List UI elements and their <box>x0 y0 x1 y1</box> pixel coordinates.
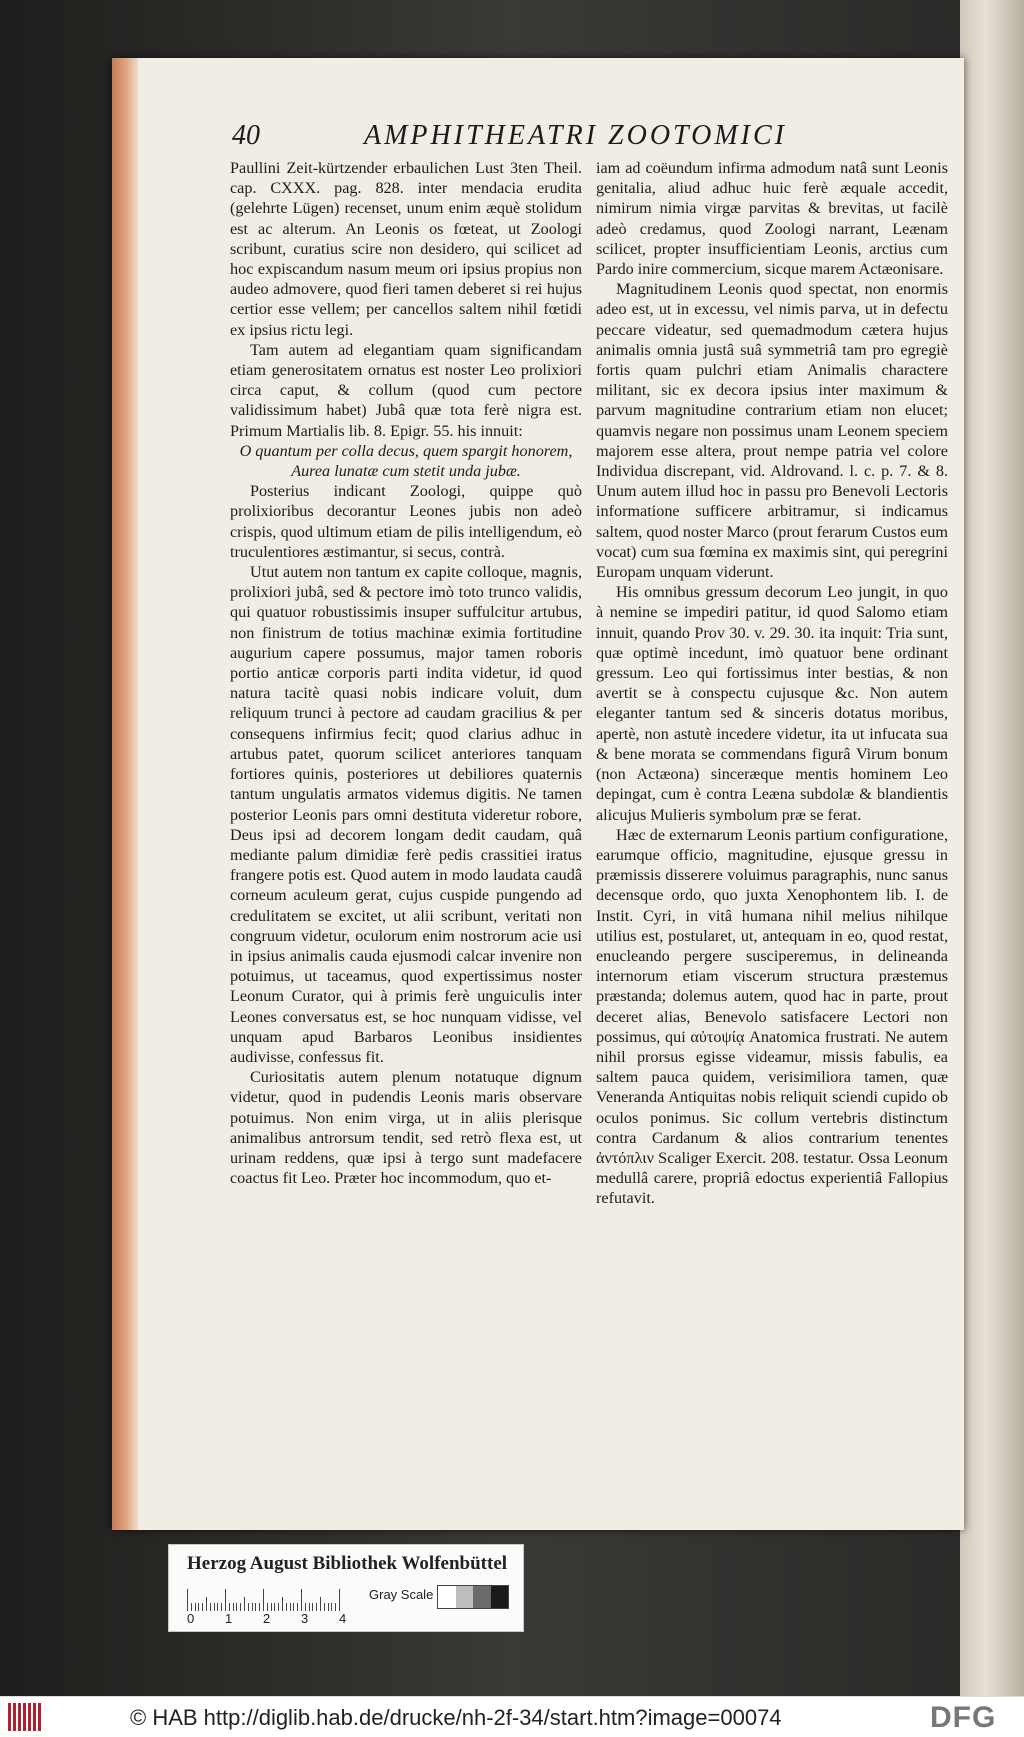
book-page <box>112 58 964 1530</box>
ruler-number: 4 <box>339 1611 347 1626</box>
dfg-logo: DFG <box>930 1701 997 1734</box>
ruler-tick <box>225 1589 226 1611</box>
paragraph: Posterius indicant Zoologi, quippe quò prolixioribus decorantur Leones jubis non adeò crispis, quod ultimum etiam de pilis intelligendum, eò truculentiores æstimantur, si secus, contrà. <box>230 482 582 561</box>
ruler-tick <box>198 1603 199 1611</box>
ruler-tick <box>286 1603 287 1611</box>
paragraph: Hæc de externarum Leonis partium configuratione, earumque officio, magnitudine, ejusque gressu in præmissis disserere voluimus paragraphis, nunc sanus decensque ordo, quo juxta Xenophontem lib. I. de Instit. Cyri, in vitâ humana nihil melius nihilque utilius est, postularet, ut, antequam in eo, quod restat, enucleando pergere susciperemus, in delineanda internorum etiam viscerum structura præstemus præstanda; dolemus autem, quod hac in parte, prout deceret alias, Benevolo satisfacere Lectori non possimus, qui αὐτοψίᾳ Anatomica frustrati. Ne autem nihil prorsus egisse videamur, missis fabulis, ea saltem pauca quidem, verisimiliora tamen, quæ Veneranda Antiquitas nobis reliquit sciendi cupido ob oculos ponimus. Sic collum vertebris distinctum contra Cardanum & alios contrarium tenentes ἀντόπλιν Scaliger Exercit. 208. testatur. Ossa Leonum medullâ carere, propriâ edoctus experientiâ Fallopius refutavit. <box>596 825 948 1208</box>
running-title: AMPHITHEATRI ZOOTOMICI <box>364 120 787 151</box>
ruler-tick <box>278 1603 279 1611</box>
ruler-tick <box>267 1603 268 1611</box>
paragraph: Magnitudinem Leonis quod spectat, non enormis adeo est, ut in excessu, vel nimis parva, ut in defectu peccare videatur, sed quemadmodum cætera hujus animalis omnia justâ suâ symmetriâ tam pro egregiè fortis quam pulchri etiam Animalis charactere militant, sic ex decora ipsius inter maximum & parvum magnitudine contrarium etiam non elucet; quamvis negare non possimus unam Leonem speciem majorem esse altera, prout nempe patria vel colore Individua discrepant, vid. Aldrovand. l. c. p. 7. & 8. Unum autem illud hoc in passu pro Benevoli Lectoris informatione sufficere arbitramur, si indicamus saltem, quod noster Marco (prout ferarum Custos eum vocat) cum sua fœmina ex maximis sint, qui peregrini Europam unquam viderunt. <box>596 280 948 582</box>
ruler-tick <box>335 1603 336 1611</box>
page-number: 40 <box>232 120 260 151</box>
library-name: Herzog August Bibliothek Wolfenbüttel <box>187 1553 508 1574</box>
ruler-tick <box>236 1603 237 1611</box>
ruler-tick <box>271 1603 272 1611</box>
ruler-tick <box>263 1589 264 1611</box>
paragraph: Utut autem non tantum ex capite colloque, magnis, prolixiori jubâ, sed & pectore imò toto trunco validis, qui quatuor robustissimis insuper suffulcitur artubus, non finistrum de totius machinæ eximia fortitudine augurium capere possumus, major tamen roboris portio anticæ corporis parti indita videtur, id quod natura tacitè quasi nobis indicare voluit, dum reliquum trunci à pectore ad caudam gracilius & per consequens infirmius fecit; quod clarius adhuc in artubus patet, quorum scilicet anteriores tanquam fortiores quinis, posteriores ut debiliores quaternis tantum ungulatis armatos videmus digitis. Ne tamen posterior Leonis pars omni destituta videretur robore, Deus ipsi ad decorem longam dedit caudam, quâ mediante palum dimidiæ ferè pedis crassitiei iratus frangere potis est. Quod autem in modo laudata caudâ corneum aculeum gerat, cujus cuspide pungendo ad credulitatem se excitet, ut alii scribunt, veritati non congruum videtur, oculorum enim nostrorum acie usi in ipsius animalis cauda ejusmodi calcar invenire non potuimus, ut taceamus, quod expertissimus noster Leonum Curator, qui à primis ferè unguiculis inter Leones conversatus est, se hoc nunquam vidisse, vel unquam apud Barbaros Leonibus insidientes audivisse, confessus fit. <box>230 563 582 1066</box>
ruler-tick <box>293 1603 294 1611</box>
page-edge-binding <box>112 58 138 1530</box>
ruler-tick <box>331 1603 332 1611</box>
ruler-number: 2 <box>263 1611 271 1626</box>
footer-bar <box>0 1696 1024 1737</box>
ruler-tick <box>248 1603 249 1611</box>
ruler-tick <box>274 1603 275 1611</box>
ruler-tick <box>187 1589 188 1611</box>
ruler-tick <box>309 1603 310 1611</box>
ruler-tick <box>312 1603 313 1611</box>
facing-page-edge <box>960 0 1024 1696</box>
source-url-link[interactable]: © HAB http://diglib.hab.de/drucke/nh-2f-34/start.htm?image=00074 <box>130 1705 782 1730</box>
ruler-tick <box>282 1597 283 1611</box>
ruler-ticks <box>187 1585 367 1611</box>
gray-swatch <box>491 1586 509 1608</box>
ruler-numbers <box>187 1611 367 1627</box>
color-scale-ruler <box>168 1544 524 1632</box>
ruler-tick <box>206 1597 207 1611</box>
ruler-tick <box>191 1603 192 1611</box>
ruler-tick <box>244 1597 245 1611</box>
ruler-tick <box>214 1603 215 1611</box>
ruler-number: 3 <box>301 1611 309 1626</box>
gray-scale-swatches <box>437 1585 509 1609</box>
ruler-tick <box>202 1603 203 1611</box>
gray-swatch <box>456 1586 474 1608</box>
ruler-tick <box>233 1603 234 1611</box>
paragraph: iam ad coëundum infirma admodum natâ sunt Leonis genitalia, aliud adhuc huic ferè æquale accedit, nimirum nimia virgæ parvitas & brevitas, ut facilè adeò credamus, quod Zoologi narrant, Leænam scilicet, propter insufficientiam Leonis, arctius cum Pardo inire commercium, sicque marem Actæonisare. <box>596 159 948 279</box>
ruler-tick <box>297 1603 298 1611</box>
ruler-number: 0 <box>187 1611 195 1626</box>
ruler-number: 1 <box>225 1611 233 1626</box>
ruler-tick <box>320 1597 321 1611</box>
paragraph: His omnibus gressum decorum Leo jungit, in quo à nemine se impediri patitur, id quod Salomo etiam innuit, quando Prov 30. v. 29. 30. ita inquit: Tria sunt, quæ optimè incedunt, imò quatuor bene ordinant gressum. Leo qui fortissimus inter bestias, & non avertit se à conspectu cujusque &c. Non autem eleganter tantum sed & sinceris dotatus moribus, apertè, non astutè incedere videtur, ita ut infucata sua & bene morata se commendans figurâ Virum bonum (non Actæona) sinceræque mentis hominem Leo depingat, cum è contra Leæna subdolæ & blandientis alicujus Mulieris symbolum præ se ferat. <box>596 583 948 824</box>
ruler-tick <box>195 1603 196 1611</box>
ruler-tick <box>339 1589 340 1611</box>
ruler-tick <box>301 1589 302 1611</box>
paragraph: Paullini Zeit-kürtzender erbaulichen Lust 3ten Theil. cap. CXXX. pag. 828. inter mendacia erudita (gelehrte Lügen) recenset, unum enim æquè stolidum est ac alterum. An Leonis os fœteat, ut Zoologi scribunt, curatius scire non desidero, qui scilicet ad hoc expiscandum nasum meum ori ipsius propius non audeo admovere, quod fieri tamen deberet si rei hujus certior esse vellem; per cancellos saltem nihil fœtidi ex ipsius rictu legi. <box>230 159 582 339</box>
ruler-tick <box>252 1603 253 1611</box>
ruler-tick <box>217 1603 218 1611</box>
left-column <box>230 158 582 1188</box>
verse-line: O quantum per colla decus, quem spargit honorem, <box>239 441 573 460</box>
verse-line: Aurea lunatæ cum stetit unda jubæ. <box>291 462 521 481</box>
gray-swatch <box>473 1586 491 1608</box>
ruler-tick <box>259 1603 260 1611</box>
right-column <box>596 158 948 1209</box>
ruler-tick <box>240 1603 241 1611</box>
paragraph: Tam autem ad elegantiam quam significandam etiam generositatem ornatus est noster Leo prolixiori circa caput, & collum (quod cum pectore validissimum habet) Jubâ quæ tota ferè nigra est. Primum Martialis lib. 8. Epigr. 55. his innuit: <box>230 340 582 440</box>
gray-scale-label: Gray Scale <box>369 1587 434 1602</box>
gray-swatch <box>438 1586 456 1608</box>
ruler-tick <box>290 1603 291 1611</box>
ruler-tick <box>316 1603 317 1611</box>
hab-logo-icon <box>8 1703 42 1731</box>
ruler-tick <box>229 1603 230 1611</box>
ruler-tick <box>328 1603 329 1611</box>
ruler-tick <box>255 1603 256 1611</box>
ruler-tick <box>210 1603 211 1611</box>
paragraph: Curiositatis autem plenum notatuque dignum videtur, quod in pudendis Leonis maris observare potuimus. Non enim virga, ut in aliis plerisque animalibus antrorsum tendit, sed retrò flexa est, ut urinam reddens, quæ ipsi à tergo sunt madefacere coactus fit Leo. Præter hoc incommodum, quo et- <box>230 1068 582 1188</box>
ruler-tick <box>305 1603 306 1611</box>
page-header <box>232 120 936 156</box>
ruler-tick <box>221 1603 222 1611</box>
ruler-tick <box>324 1603 325 1611</box>
